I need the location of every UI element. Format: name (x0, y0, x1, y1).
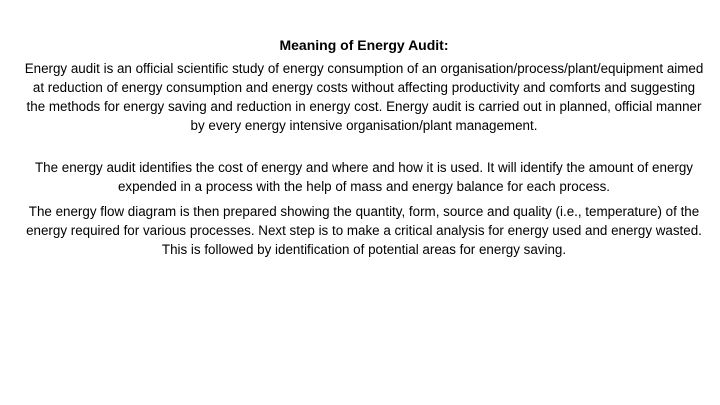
paragraph-cost-identification: The energy audit identifies the cost of energy and where and how it is used. It will identify the amount of energy expended in a process with the help of mass and energy balance for each process. (34, 160, 693, 194)
slide-title: Meaning of Energy Audit: (279, 37, 449, 53)
paragraph-definition: Energy audit is an official scientific study of energy consumption of an organisation/process/plant/equipment aimed at reduction of energy consumption and energy costs without affecting productivity and comforts and suggesting the methods for energy saving and reduction in energy cost. Energy audit is carried out in planned, official manner by every energy intensive organisation/plant management. (24, 61, 704, 133)
paragraph-spacer (22, 135, 706, 158)
paragraph-energy-flow: The energy flow diagram is then prepared showing the quantity, form, source and quality (i.e., temperature) of the energy required for various processes. Next step is to make a critical analysis for energy used and energy wasted. This is followed by identification of potential areas for energy saving. (26, 204, 702, 257)
slide-content (22, 36, 706, 259)
